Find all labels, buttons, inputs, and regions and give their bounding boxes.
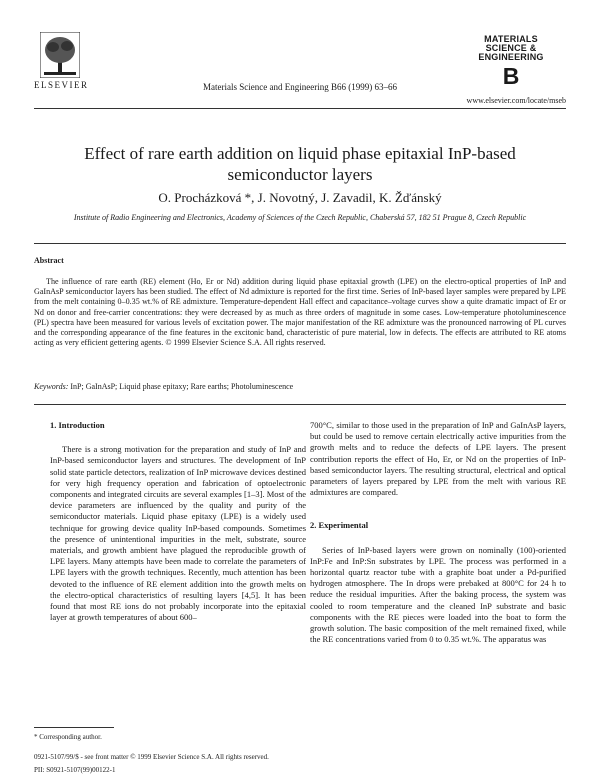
article-title: Effect of rare earth addition on liquid phase epitaxial InP-based semiconductor layers — [84, 144, 516, 184]
header-divider — [34, 108, 566, 109]
author-affiliation: Institute of Radio Engineering and Electronics, Academy of Sciences of the Czech Republic, Chaberská 57, 182 51 Prague 8, Czech Republic — [73, 213, 527, 222]
journal-logo-line: MATERIALS — [484, 34, 538, 44]
keywords-line — [34, 382, 293, 391]
footnote-divider — [34, 727, 114, 728]
abstract-bottom-divider — [34, 404, 566, 405]
journal-logo — [461, 35, 561, 88]
journal-logo-line: SCIENCE & — [485, 43, 537, 53]
left-column — [50, 420, 306, 623]
abstract-heading: Abstract — [34, 256, 64, 265]
article-authors: O. Procházková *, J. Novotný, J. Zavadil, K. Žďánský — [158, 190, 442, 205]
pii-line: PII: S0921-5107(99)00122-1 — [34, 766, 116, 774]
elsevier-tree-logo-icon — [40, 32, 80, 78]
keywords-list: InP; GaInAsP; Liquid phase epitaxy; Rare earths; Photoluminescence — [70, 382, 294, 391]
intro-paragraph: There is a strong motivation for the preparation and study of InP and InP-based semiconductor layers and structures. The development of InP solid state particle detectors, realization of InP microwave devices destined for very high frequency operation and fabrication of optoelectronic components and integrated circuits are several examples [1–3]. Most of the device parameters are influenced by the quality and purity of the semiconductor materials. Liquid phase epitaxy (LPE) is a widely used technique for growing device quality InP-based compounds. Sometimes the presence of unintentional impurities in the melt, substrate, source materials, and growth ambient have plagued the reproducible growth of LPE layers. Many attempts have been made to correlate the parameters of LPE layers with the growth techniques. Recently, much attention has been devoted to the influence of RE element addition into the growth melts on the electro-optical characteristics of resulting layers [4,5]. It has been found that most RE ions do not probably incorporate into the epitaxial layer at growth temperatures of about 600– — [50, 444, 306, 623]
experimental-paragraph: Series of InP-based layers were grown on nominally (100)-oriented InP:Fe and InP:Sn substrates by LPE. The process was performed in a horizontal quartz reactor tube with a graphite boat under a Pd-purified hydrogen atmosphere. The In drops were prebaked at 800°C for 24 h to reduce the residual impurities. After the baking process, the system was cooled to room temperature and the cleaned InP substrate and basic components with the RE pieces were loaded into the boat to form the growth solution. The basic composition of the melt remained fixed, while the RE concentrations varied from 0 to 0.35 wt.%. The apparatus was — [310, 544, 566, 645]
journal-url[interactable]: www.elsevier.com/locate/mseb — [466, 96, 566, 105]
corresponding-author-footnote: * Corresponding author. — [34, 733, 102, 741]
copyright-line: 0921-5107/99/$ - see front matter © 1999 Elsevier Science S.A. All rights reserved. — [34, 753, 269, 761]
keywords-label: Keywords: — [34, 382, 69, 391]
journal-logo-letter: B — [502, 63, 520, 89]
intro-continued-paragraph: 700°C, similar to those used in the preparation of InP and GaInAsP layers, but could be used to remove certain electrically active impurities from the growth melts and to reduce the defects of LPE layers. The present contribution reports the effect of Ho, Er, or Nd on the properties of InP-based semiconductor layers. The resulting structural, electrical and optical parameters of layers prepared by LPE from the melt with various RE admixtures are compared. — [310, 420, 566, 498]
journal-reference: Materials Science and Engineering B66 (1999) 63–66 — [203, 82, 397, 92]
abstract-text: The influence of rare earth (RE) element (Ho, Er or Nd) addition during liquid phase epitaxial growth (LPE) on the electro-optical properties of InP and GaInAsP semiconductor layers has been studied. The effect of Nd admixture is reported for the first time. Series of InP-based layer samples were prepared by LPE from the melt containing 0–0.35 wt.% of RE admixture. Temperature-dependent Hall effect and capacitance–voltage curves show a quite dramatic impact of Er or Nd on donor and free-carrier concentrations: they were decreased by as much as three orders of magnitude in some cases. Low-temperature photoluminescence (PL) spectra have been measured for various levels of excitation power. The major manifestation of the RE admixture was the pronounced narrowing of PL curves and the corresponding appearance of the fine features in the excitonic band, characteristic of pure material, low in defects. The effects are attributed to RE atoms acting as very efficient gettering agents. © 1999 Elsevier Science S.A. All rights reserved. — [34, 277, 566, 348]
right-column — [310, 420, 566, 645]
journal-logo-line: ENGINEERING — [478, 52, 544, 62]
abstract-top-divider — [34, 243, 566, 244]
intro-heading: 1. Introduction — [50, 420, 105, 430]
publisher-name: ELSEVIER — [34, 80, 89, 90]
experimental-heading: 2. Experimental — [310, 520, 369, 531]
